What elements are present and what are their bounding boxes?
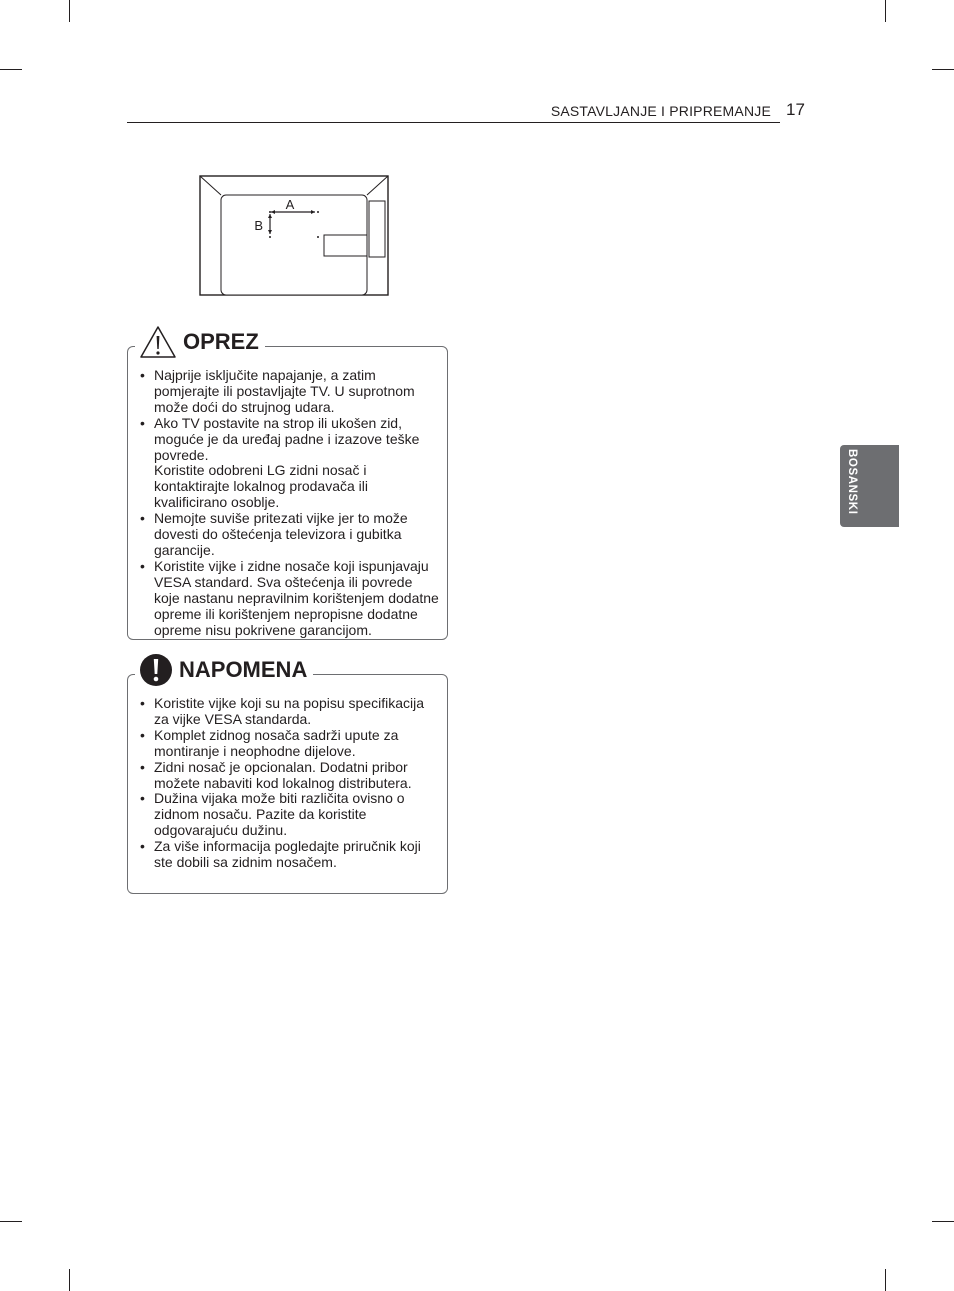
crop-mark xyxy=(885,1269,886,1291)
crop-mark xyxy=(0,1221,22,1222)
note-title: NAPOMENA xyxy=(179,657,308,682)
language-tab-label: BOSANSKI xyxy=(846,449,858,515)
wall-mount-diagram xyxy=(198,175,390,297)
crop-mark xyxy=(885,0,886,22)
list-item: • Dužina vijaka može biti različita ovisno o zidnom nosaču. Pazite da koristite odgovarajuću dužinu. xyxy=(139,791,439,839)
header-divider xyxy=(127,122,780,123)
crop-mark xyxy=(69,0,70,22)
crop-mark xyxy=(932,69,954,70)
dimension-label-a: A xyxy=(285,197,295,212)
crop-mark xyxy=(69,1269,70,1291)
list-item: • Nemojte suviše pritezati vijke jer to može dovesti do oštećenja televizora i gubitka garancije. xyxy=(139,511,439,559)
note-heading xyxy=(135,650,313,690)
section-title: SASTAVLJANJE I PRIPREMANJE xyxy=(550,103,771,119)
dimension-label-b: B xyxy=(254,218,263,233)
list-item: • Ako TV postavite na strop ili ukošen zid, moguće je da uređaj padne i izazove teške povrede. Koristite odobreni LG zidni nosač i kontaktirajte lokalnog prodavača ili kvalificirano osoblje. xyxy=(139,416,439,511)
list-item: • Za više informacija pogledajte priručnik koji ste dobili sa zidnim nosačem. xyxy=(139,839,439,871)
crop-mark xyxy=(932,1221,954,1222)
list-item: • Komplet zidnog nosača sadrži upute za montiranje i neophodne dijelove. xyxy=(139,728,439,760)
crop-mark xyxy=(0,69,22,70)
warning-triangle-icon xyxy=(139,325,177,359)
list-item: • Koristite vijke i zidne nosače koji ispunjavaju VESA standard. Sva oštećenja ili povrede koje nastanu nepravilnim korištenjem dodatne opreme ili korištenjem nepropisne dodatne opreme nisu pokrivene garancijom. xyxy=(139,559,439,639)
caution-title: OPREZ xyxy=(183,329,259,354)
list-item: • Koristite vijke koji su na popisu specifikacija za vijke VESA standarda. xyxy=(139,696,439,728)
caution-heading xyxy=(135,322,265,362)
language-tab xyxy=(840,445,899,527)
note-list xyxy=(139,696,439,871)
exclamation-circle-icon xyxy=(139,653,173,687)
caution-list xyxy=(139,368,439,638)
list-item: • Najprije isključite napajanje, a zatim pomjerajte ili postavljajte TV. U suprotnom može doći do strujnog udara. xyxy=(139,368,439,416)
page-number: 17 xyxy=(786,100,805,119)
list-item: • Zidni nosač je opcionalan. Dodatni pribor možete nabaviti kod lokalnog distributera. xyxy=(139,760,439,792)
